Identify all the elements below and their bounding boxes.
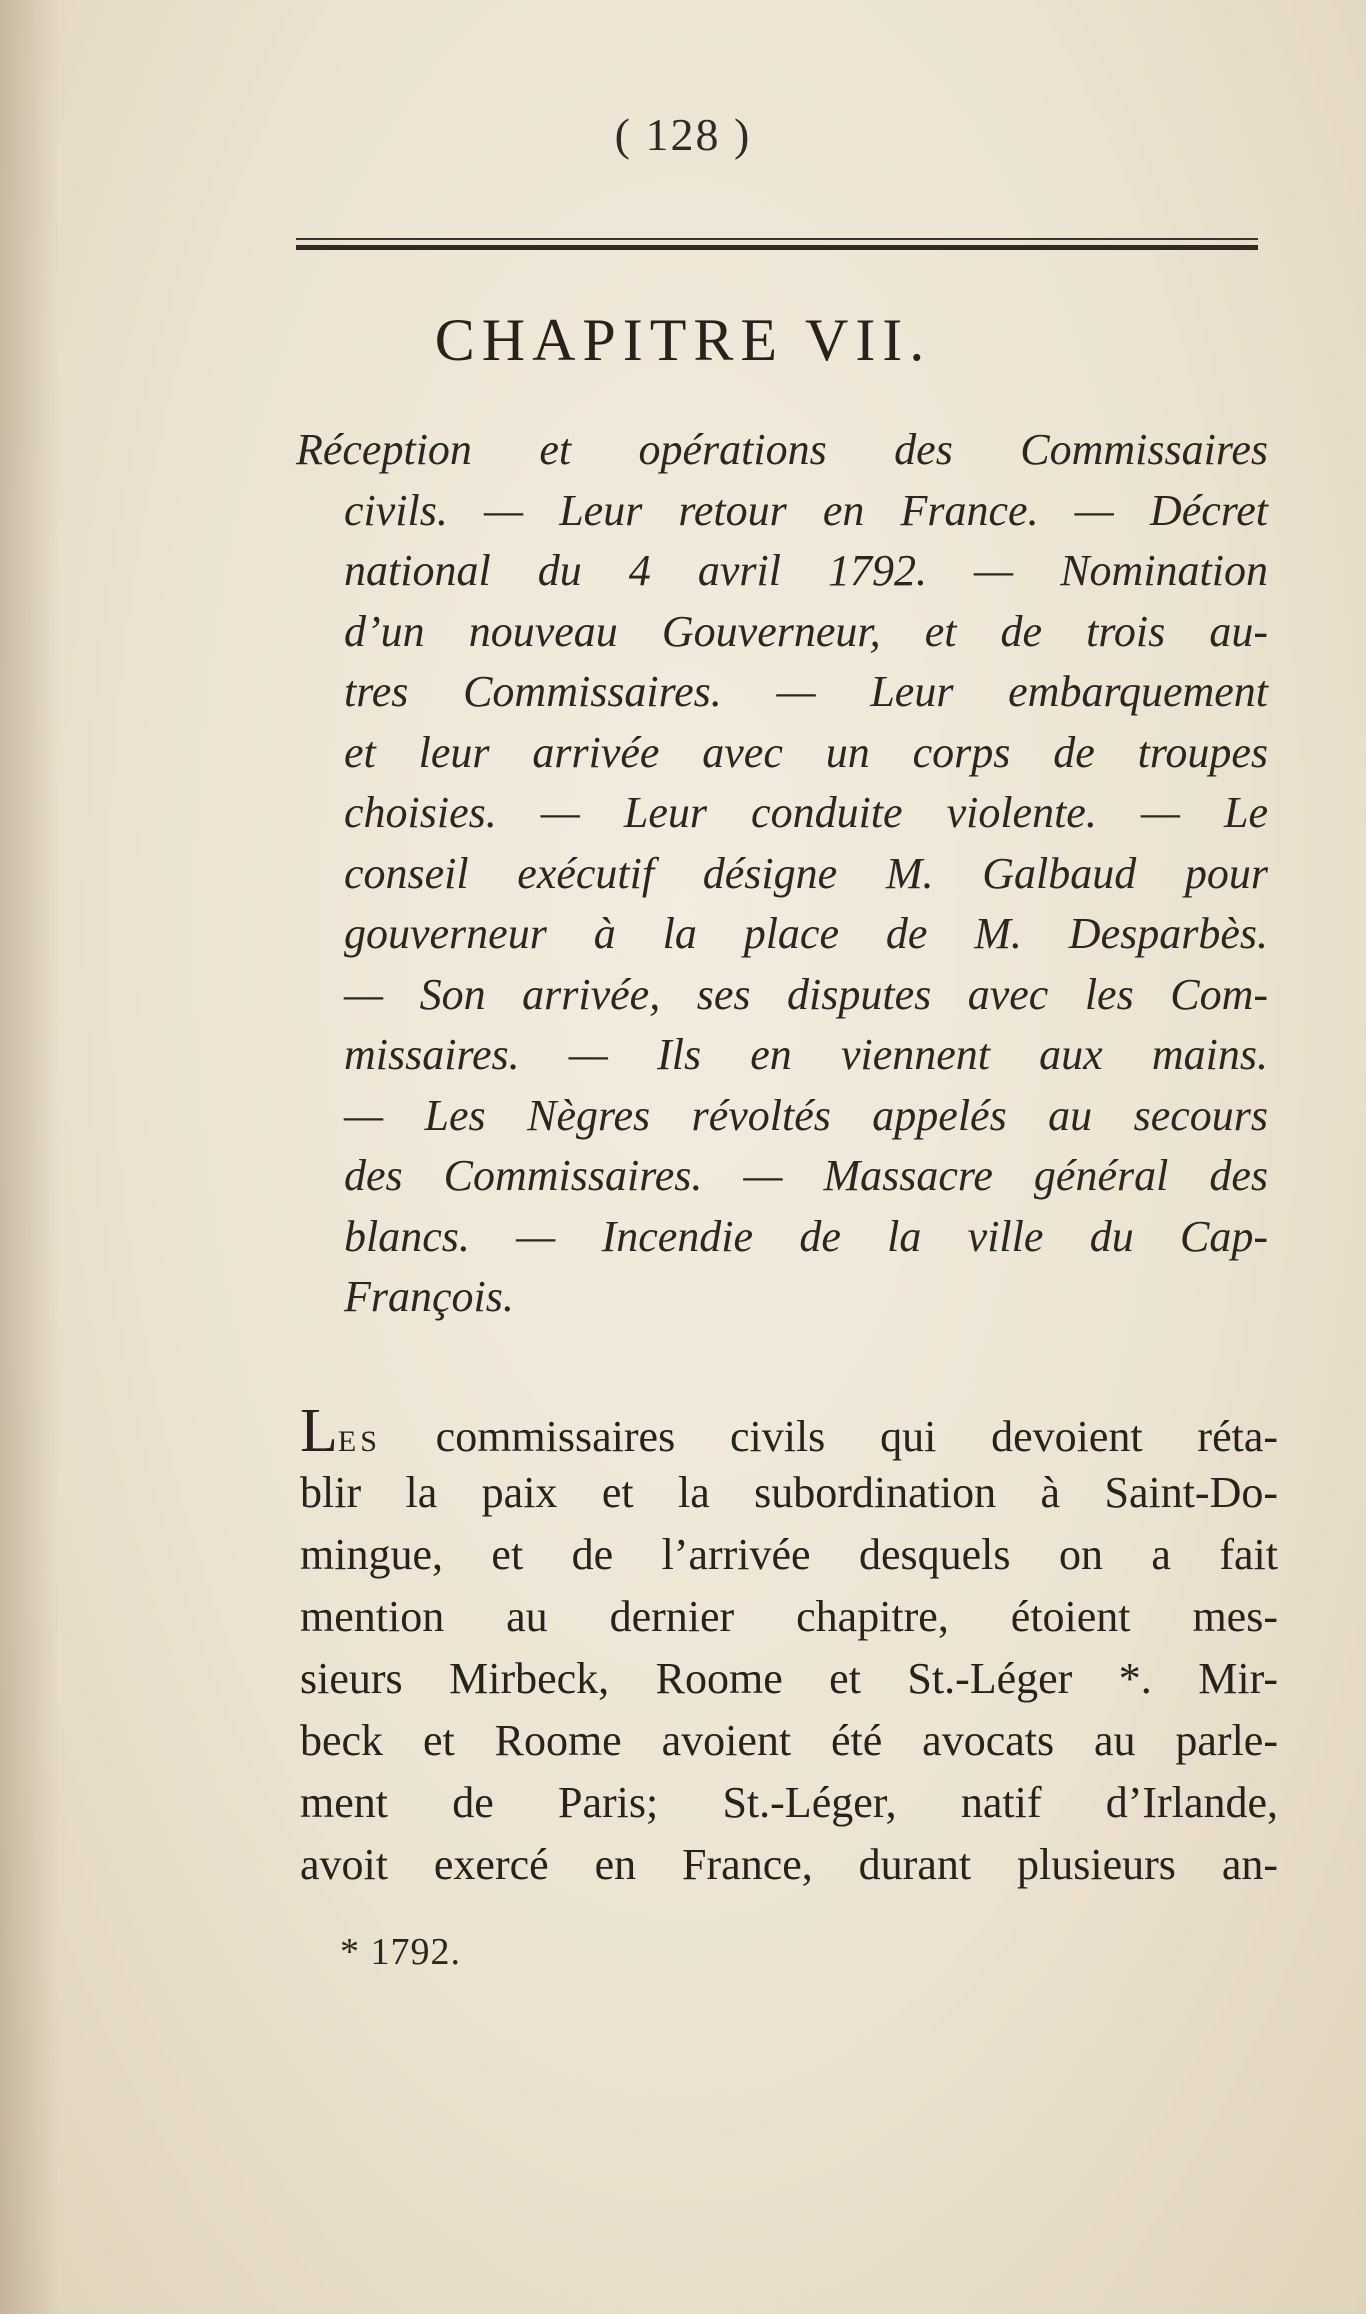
footnote: * 1792. <box>340 1931 461 1973</box>
body-line: ment de Paris; St.-Léger, natif d’Irlande, <box>300 1778 1278 1827</box>
chapter-title: CHAPITRE VII. <box>434 307 932 373</box>
summary-line: — Les Nègres révoltés appelés au secours <box>344 1090 1268 1140</box>
summary-line: national du 4 avril 1792. — Nomination <box>344 546 1268 595</box>
body-paragraph <box>300 1397 1278 1896</box>
summary-line: civils. — Leur retour en France. — Décret <box>344 485 1268 535</box>
header-rule-thin <box>296 238 1258 240</box>
summary-line: gouverneur à la place de M. Desparbès. <box>344 909 1268 958</box>
header-rule-thick <box>296 245 1258 250</box>
summary-line: des Commissaires. — Massacre général des <box>344 1151 1268 1200</box>
small-caps-text: ES <box>337 1425 381 1458</box>
summary-line: — Son arrivée, ses disputes avec les Com- <box>344 969 1268 1019</box>
summary-line: et leur arrivée avec un corps de troupes <box>344 727 1268 777</box>
summary-line: conseil exécutif désigne M. Galbaud pour <box>344 848 1268 898</box>
body-line: beck et Roome avoient été avocats au parle- <box>300 1716 1278 1765</box>
summary-line: François. <box>344 1272 514 1321</box>
page-number: ( 128 ) <box>614 109 752 160</box>
summary-line: tres Commissaires. — Leur embarquement <box>344 667 1268 716</box>
body-line: blir la paix et la subordination à Saint-Do- <box>300 1468 1278 1517</box>
summary-line: d’un nouveau Gouverneur, et de trois au- <box>344 606 1268 656</box>
summary-line: missaires. — Ils en viennent aux mains. <box>344 1030 1268 1079</box>
body-line: mingue, et de l’arrivée desquels on a fait <box>300 1530 1278 1579</box>
summary-line: choisies. — Leur conduite violente. — Le <box>344 788 1268 837</box>
chapter-summary <box>296 420 1268 1328</box>
body-line: avoit exercé en France, durant plusieurs an- <box>300 1840 1278 1889</box>
body-line: sieurs Mirbeck, Roome et St.-Léger *. Mir- <box>300 1654 1278 1703</box>
summary-line: blancs. — Incendie de la ville du Cap- <box>344 1211 1268 1261</box>
summary-line: Réception et opérations des Commissaires <box>296 425 1268 474</box>
body-line: mention au dernier chapitre, étoient mes- <box>300 1592 1278 1641</box>
body-line-first <box>300 1397 1278 1465</box>
body-line-first-rest: commissaires civils qui devoient réta- <box>380 1412 1278 1461</box>
drop-cap: L <box>300 1397 338 1465</box>
header-double-rule <box>296 238 1258 252</box>
